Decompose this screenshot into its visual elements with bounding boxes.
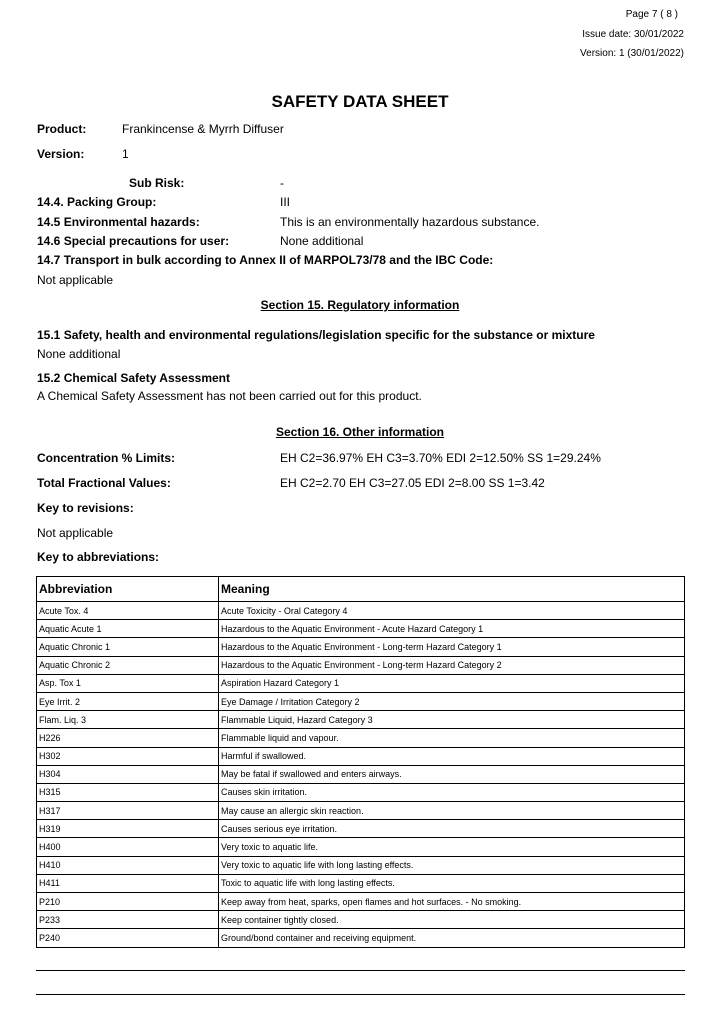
fractional-label: Total Fractional Values: xyxy=(37,476,171,490)
abbreviation-cell: Aquatic Chronic 2 xyxy=(37,656,219,674)
abbreviation-cell: H302 xyxy=(37,747,219,765)
abbreviation-cell: Flam. Liq. 3 xyxy=(37,711,219,729)
fractional-value: EH C2=2.70 EH C3=27.05 EDI 2=8.00 SS 1=3.42 xyxy=(280,476,545,490)
abbreviation-cell: P240 xyxy=(37,929,219,947)
table-row xyxy=(37,802,685,820)
meaning-cell: Keep container tightly closed. xyxy=(219,911,685,929)
product-label: Product: xyxy=(37,122,87,136)
meaning-cell: Hazardous to the Aquatic Environment - Long-term Hazard Category 1 xyxy=(219,638,685,656)
concentration-value: EH C2=36.97% EH C3=3.70% EDI 2=12.50% SS 1=29.24% xyxy=(280,451,601,465)
table-row xyxy=(37,874,685,892)
footer-rule-bottom xyxy=(36,994,685,995)
abbreviation-cell: H315 xyxy=(37,783,219,801)
meaning-cell: Keep away from heat, sparks, open flames and hot surfaces. - No smoking. xyxy=(219,893,685,911)
abbreviation-cell: H400 xyxy=(37,838,219,856)
table-row xyxy=(37,602,685,620)
meaning-cell: Aspiration Hazard Category 1 xyxy=(219,674,685,692)
version-value: 1 xyxy=(122,147,129,161)
bulk-transport-label: 14.7 Transport in bulk according to Annex II of MARPOL73/78 and the IBC Code: xyxy=(37,253,494,267)
footer-rule-top xyxy=(36,970,685,971)
section-16-heading: Section 16. Other information xyxy=(275,425,445,439)
abbreviation-cell: Acute Tox. 4 xyxy=(37,602,219,620)
abbreviation-cell: Aquatic Acute 1 xyxy=(37,620,219,638)
meaning-cell: May be fatal if swallowed and enters airways. xyxy=(219,765,685,783)
env-hazards-label: 14.5 Environmental hazards: xyxy=(37,215,200,229)
section-15-heading: Section 15. Regulatory information xyxy=(260,298,460,312)
abbreviations-label: Key to abbreviations: xyxy=(37,550,160,564)
special-precautions-label: 14.6 Special precautions for user: xyxy=(37,234,230,248)
packing-group-label: 14.4. Packing Group: xyxy=(37,195,157,209)
abbreviation-cell: H410 xyxy=(37,856,219,874)
document-title: SAFETY DATA SHEET xyxy=(271,92,449,111)
meaning-cell: Very toxic to aquatic life with long lasting effects. xyxy=(219,856,685,874)
meaning-cell: Hazardous to the Aquatic Environment - Acute Hazard Category 1 xyxy=(219,620,685,638)
meaning-cell: Causes serious eye irritation. xyxy=(219,820,685,838)
table-row xyxy=(37,656,685,674)
meaning-cell: Ground/bond container and receiving equipment. xyxy=(219,929,685,947)
table-row xyxy=(37,620,685,638)
meaning-cell: Causes skin irritation. xyxy=(219,783,685,801)
meaning-cell: Very toxic to aquatic life. xyxy=(219,838,685,856)
table-row xyxy=(37,765,685,783)
abbreviation-cell: H317 xyxy=(37,802,219,820)
abbreviations-table xyxy=(36,576,685,948)
abbreviation-cell: H319 xyxy=(37,820,219,838)
meaning-cell: May cause an allergic skin reaction. xyxy=(219,802,685,820)
meaning-cell: Eye Damage / Irritation Category 2 xyxy=(219,692,685,710)
abbreviation-cell: Asp. Tox 1 xyxy=(37,674,219,692)
packing-group-value: III xyxy=(280,195,291,209)
abbreviation-cell: Eye Irrit. 2 xyxy=(37,692,219,710)
meaning-cell: Harmful if swallowed. xyxy=(219,747,685,765)
column-header-abbreviation: Abbreviation xyxy=(37,577,219,602)
version-date: Version: 1 (30/01/2022) xyxy=(580,48,684,59)
special-precautions-value: None additional xyxy=(280,234,364,248)
product-value: Frankincense & Myrrh Diffuser xyxy=(122,122,284,136)
concentration-label: Concentration % Limits: xyxy=(37,451,176,465)
s151-label: 15.1 Safety, health and environmental regulations/legislation specific for the substance or mixture xyxy=(37,328,595,342)
s152-value: A Chemical Safety Assessment has not been carried out for this product. xyxy=(37,389,422,403)
issue-date: Issue date: 30/01/2022 xyxy=(582,29,684,40)
abbreviation-cell: H411 xyxy=(37,874,219,892)
meaning-cell: Flammable Liquid, Hazard Category 3 xyxy=(219,711,685,729)
table-row xyxy=(37,911,685,929)
table-row xyxy=(37,783,685,801)
meaning-cell: Hazardous to the Aquatic Environment - Long-term Hazard Category 2 xyxy=(219,656,685,674)
revisions-value: Not applicable xyxy=(37,526,114,540)
table-row xyxy=(37,820,685,838)
s151-value: None additional xyxy=(37,347,121,361)
meaning-cell: Toxic to aquatic life with long lasting effects. xyxy=(219,874,685,892)
table-row xyxy=(37,729,685,747)
table-row xyxy=(37,747,685,765)
sub-risk-label: Sub Risk: xyxy=(129,176,185,190)
env-hazards-value: This is an environmentally hazardous substance. xyxy=(280,215,540,229)
column-header-meaning: Meaning xyxy=(219,577,685,602)
revisions-label: Key to revisions: xyxy=(37,501,134,515)
table-row xyxy=(37,638,685,656)
abbreviation-cell: H304 xyxy=(37,765,219,783)
table-row xyxy=(37,856,685,874)
bulk-transport-value: Not applicable xyxy=(37,273,114,287)
table-row xyxy=(37,893,685,911)
sub-risk-value: - xyxy=(280,176,284,190)
meaning-cell: Flammable liquid and vapour. xyxy=(219,729,685,747)
abbreviation-cell: P210 xyxy=(37,893,219,911)
abbreviation-cell: Aquatic Chronic 1 xyxy=(37,638,219,656)
table-row xyxy=(37,674,685,692)
abbreviation-cell: H226 xyxy=(37,729,219,747)
abbreviations-table-body xyxy=(37,602,685,948)
table-row xyxy=(37,711,685,729)
table-row xyxy=(37,692,685,710)
s152-label: 15.2 Chemical Safety Assessment xyxy=(37,371,230,385)
table-header-row xyxy=(37,577,685,602)
table-row xyxy=(37,929,685,947)
table-row xyxy=(37,838,685,856)
page-number: Page 7 ( 8 ) xyxy=(625,9,678,20)
meaning-cell: Acute Toxicity - Oral Category 4 xyxy=(219,602,685,620)
version-label: Version: xyxy=(37,147,85,161)
abbreviation-cell: P233 xyxy=(37,911,219,929)
